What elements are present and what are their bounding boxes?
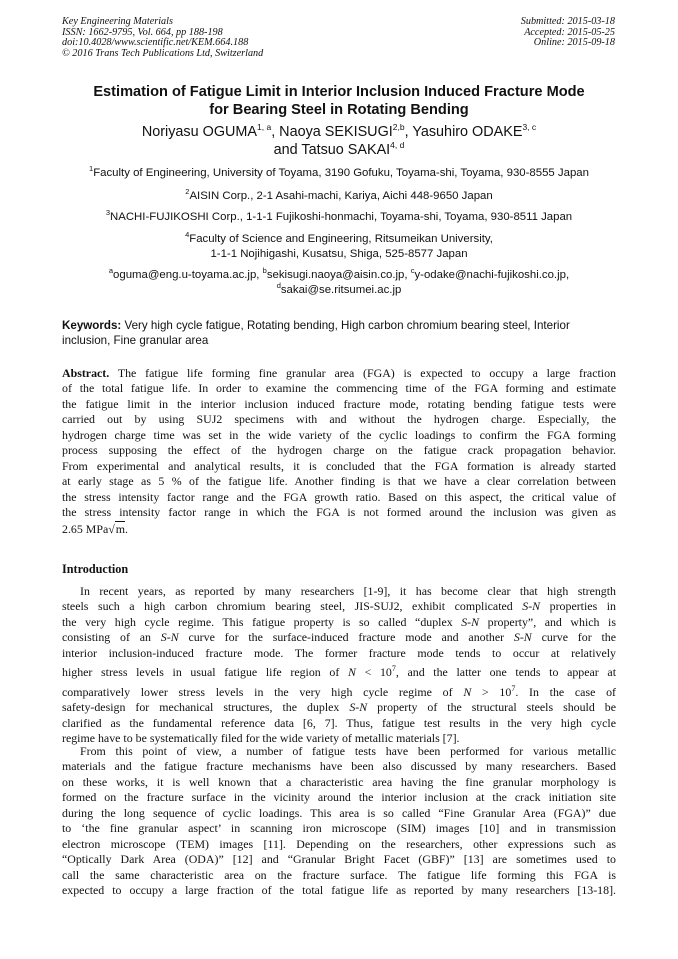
text-segment: carried out by using SUJ2 specimens with and without the hydrogen charge. Especially, the (62, 412, 616, 427)
author-list (40, 123, 638, 159)
title-line: for Bearing Steel in Rotating Bending (209, 102, 469, 118)
doi: doi:10.4028/www.scientific.net/KEM.664.188 (62, 37, 249, 49)
text-line: during the long sequence of cyclic loadings. This area is so called “Fine Granular Area (FGA)” due (62, 805, 616, 820)
text-segment: From experimental and analytical results, it is concluded that the FGA formation is already started (62, 458, 616, 473)
text-segment: at early stage as 5 % of the fatigue life. Another finding is that we have a clear correlation between (62, 474, 616, 489)
text-line (62, 661, 616, 680)
text-segment: > 10 (471, 684, 512, 699)
dates-info (521, 17, 615, 49)
text-line: “Optically Dark Area (ODA)” [12] and “Granular Bright Facet (GBF)” [13] are sometimes used to (62, 852, 616, 867)
author-name: and Tatsuo SAKAI (273, 142, 391, 158)
affiliation-2 (40, 189, 638, 204)
text-line (62, 681, 616, 700)
text-line (62, 505, 616, 520)
text-segment: curve for the (531, 630, 616, 645)
affiliation-text: Faculty of Engineering, University of Toyama, 3190 Gofuku, Toyama-shi, Toyama, 930-8555 Japan (93, 167, 589, 179)
text-segment: regime have to be systematically filed for the wide variety of metallic materials [7]. (62, 731, 460, 746)
email-sup: a (108, 266, 114, 275)
text-segment: safety-design for mechanical structures, the duplex (62, 700, 350, 715)
text-segment: . (125, 521, 129, 536)
text-line (62, 366, 616, 381)
text-line (62, 412, 616, 427)
affiliation-sup: 1 (89, 164, 94, 173)
text-segment: properties in (540, 599, 616, 614)
email-address: y-odake@nachi-fujikoshi.co.jp, (414, 269, 570, 281)
keywords (62, 319, 617, 348)
author-name: , Yasuhiro ODAKE (404, 124, 523, 140)
italic-term: S-N (513, 630, 532, 645)
text-segment: property”, and which is (479, 614, 616, 629)
text-line: expected to occupy a large fraction of the total fatigue life as reported by many researchers [13-18]. (62, 883, 616, 898)
text-line: From this point of view, a number of fatigue tests have been performed for various metallic (80, 744, 616, 758)
author-name: Noriyasu OGUMA (141, 124, 257, 140)
affiliation-text: 1-1-1 Nojihigashi, Kusatsu, Shiga, 525-8577 Japan (210, 248, 468, 260)
text-segment: the stress intensity factor range in which the FGA is not formed around the inclusion was given as (62, 505, 616, 520)
email-sup: b (262, 266, 267, 275)
text-segment: clarified as the fundamental reference data [6, 7]. Thus, fatigue test results in the very high cycle (62, 715, 616, 730)
text-segment: comparatively lower stress levels in the very high cycle regime of (62, 684, 464, 699)
affiliation-1 (40, 166, 638, 181)
author-line (40, 123, 638, 141)
text-line (62, 599, 616, 614)
text-segment: the fatigue limit in the interior inclusion induced fracture mode, rotating bending fatigue tests were (62, 396, 616, 411)
text-segment: steels such a high carbon chromium bearing steel, JIS-SUJ2, exhibit complicated (62, 599, 523, 614)
text-segment: consisting of an (62, 630, 161, 645)
text-segment: The fatigue life forming fine granular area (FGA) is expected to occupy a large fraction (109, 366, 616, 380)
copyright: © 2016 Trans Tech Publications Ltd, Switzerland (62, 47, 264, 59)
affiliation-sup: 4 (185, 230, 190, 239)
text-line: formed on the fracture surface in the vicinity around the interior inclusion at the crack initiation site (62, 790, 616, 805)
keywords-label: Keywords: (62, 319, 122, 332)
text-line: materials and the fatigue fracture mechanisms have been also discussed by many researchers. Based (62, 759, 616, 774)
text-line (62, 381, 616, 396)
sqrt-symbol: √ (108, 521, 115, 536)
author-name: , Naoya SEKISUGI (271, 124, 393, 140)
text-segment: . In the case of (515, 684, 616, 699)
text-line (62, 428, 616, 443)
affiliation-3 (40, 210, 638, 225)
email-list (40, 268, 638, 298)
text-segment: the very high cycle regime. This fatigue property is so called “duplex (62, 614, 462, 629)
text-line (62, 474, 616, 489)
superscript: 7 (391, 664, 396, 674)
email-address: oguma@eng.u-toyama.ac.jp, (113, 269, 263, 281)
author-sup: 3, c (522, 122, 537, 132)
text-segment: process supposing the effect of the hydrogen charge on the fatigue crack propagation behavior. (62, 443, 616, 458)
text-line: to ‘the fine granular aspect’ in scanning iron microscope (SIM) images [10] and in transmission (62, 821, 616, 836)
text-line (62, 443, 616, 458)
title-line: Estimation of Fatigue Limit in Interior Inclusion Induced Fracture Mode (93, 84, 585, 100)
affiliation-4 (40, 232, 638, 262)
keywords-text: Very high cycle fatigue, Rotating bending, High carbon chromium bearing steel, Interior inclusion, Fine granular area (62, 319, 570, 347)
text-line: on these works, it is well known that a characteristic area having the fine granular morphology is (62, 774, 616, 789)
affiliation-text: AISIN Corp., 2-1 Asahi-machi, Kariya, Aichi 448-9650 Japan (189, 190, 493, 202)
text-line (62, 459, 616, 474)
text-line (62, 646, 616, 661)
text-segment: of the total fatigue life. In order to examine the commencing time of the FGA forming and estimate (62, 381, 616, 396)
introduction-paragraph-1 (62, 584, 616, 746)
text-line (62, 397, 616, 412)
author-sup: 4, d (390, 140, 405, 150)
author-sup: 2,b (392, 122, 405, 132)
text-segment: , and the latter one tends to appear at (395, 665, 617, 680)
text-segment: < 10 (355, 665, 392, 680)
email-address: sekisugi.naoya@aisin.co.jp, (266, 269, 411, 281)
text-segment: property of the structural steels should be (367, 700, 616, 715)
issn: ISSN: 1662-9795, Vol. 664, pp 188-198 (62, 26, 223, 38)
text-line (62, 630, 616, 645)
author-line (40, 141, 638, 159)
italic-term: S-N (349, 700, 368, 715)
text-line (62, 615, 616, 630)
text-segment: higher stress levels in usual fatigue life region of (62, 665, 348, 680)
italic-term: S-N (522, 599, 541, 614)
text-line (62, 700, 616, 715)
italic-term: S-N (461, 614, 480, 629)
section-heading: Introduction (62, 562, 129, 576)
email-address: sakai@se.ritsumei.ac.jp (280, 284, 402, 296)
accepted-date: Accepted: 2015-05-25 (524, 26, 615, 38)
email-sup: c (410, 266, 415, 275)
text-line: call the same characteristic area on the fracture surface. The fatigue life forming this FGA is (62, 867, 616, 882)
affiliation-sup: 3 (105, 208, 110, 217)
text-line (62, 521, 616, 537)
text-segment: hydrogen charge time was set in the wide variety of the cyclic loadings to confirm the FGA forming (62, 427, 616, 442)
text-line (62, 716, 616, 731)
text-segment: In recent years, as reported by many researchers [1-9], it has become clear that high strength (80, 584, 616, 598)
author-sup: 1, a (257, 122, 272, 132)
text-segment: 2.65 MPa (62, 521, 109, 536)
submitted-date: Submitted: 2015-03-18 (520, 16, 615, 27)
text-line (62, 584, 616, 599)
text-line: electron microscope (TEM) images [11]. Depending on the researchers, other expressions such as (62, 836, 616, 851)
journal-info (62, 17, 263, 59)
text-segment: the stress intensity factor range and the FGA growth ratio. Based on this aspect, the critical value of (62, 489, 616, 504)
abstract-label: Abstract. (62, 366, 110, 380)
italic-term: N (463, 684, 472, 699)
email-sup: d (276, 281, 281, 290)
journal-name: Key Engineering Materials (62, 16, 173, 27)
superscript: 7 (511, 683, 516, 693)
paper-title (40, 83, 638, 119)
text-segment: interior inclusion-induced fracture mode. The former fracture mode tends to occur at relatively (62, 645, 616, 660)
introduction-paragraph-2 (62, 744, 616, 899)
text-segment: curve for the surface-induced fracture mode and another (178, 630, 514, 645)
sqrt-radicand: m (115, 521, 126, 536)
italic-term: S-N (160, 630, 179, 645)
online-date: Online: 2015-09-18 (533, 37, 615, 49)
italic-term: N (347, 665, 356, 680)
affiliation-text: Faculty of Science and Engineering, Ritsumeikan University, (189, 233, 493, 245)
affiliation-sup: 2 (185, 187, 190, 196)
abstract (62, 366, 616, 537)
text-line (62, 490, 616, 505)
affiliation-text: NACHI-FUJIKOSHI Corp., 1-1-1 Fujikoshi-honmachi, Toyama-shi, Toyama, 930-8511 Japan (110, 211, 573, 223)
